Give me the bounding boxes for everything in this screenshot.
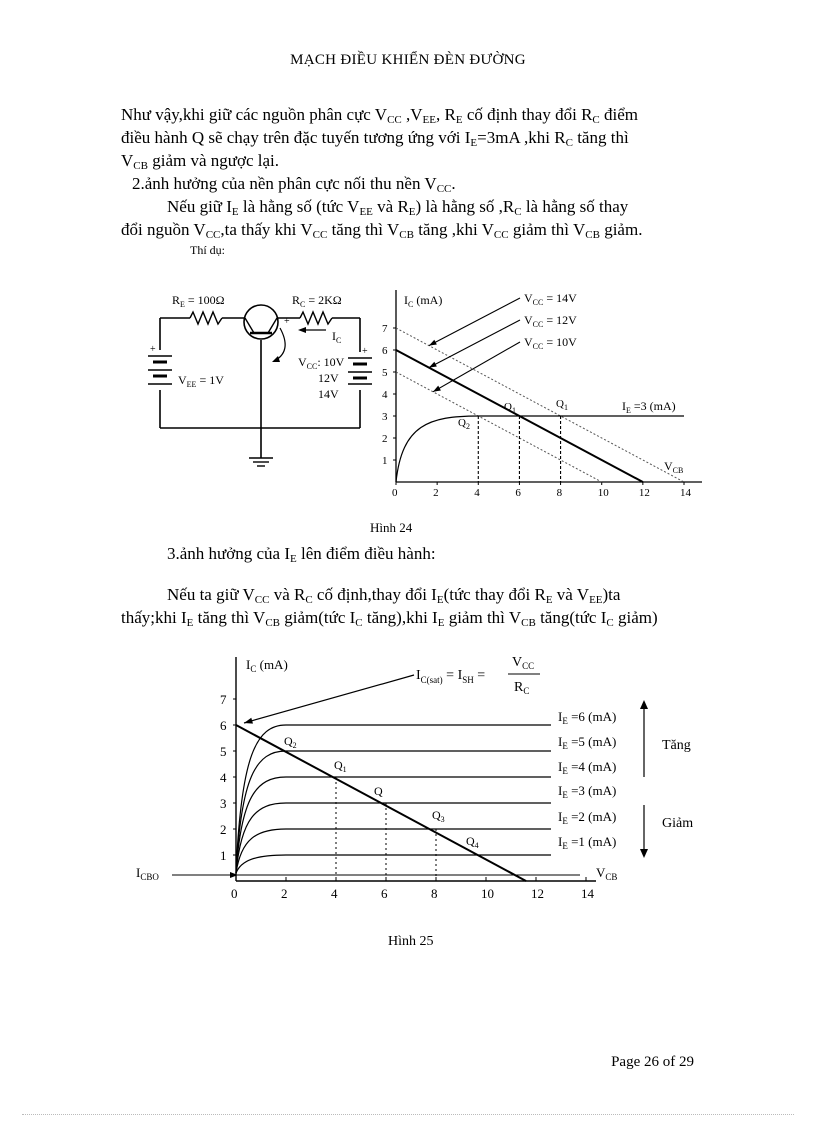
svg-text:VCC: $V_{CC}$ <box>512 655 535 671</box>
chart1-y-tick-label: 3 <box>382 411 388 423</box>
chart2-x-tick-label: 6 <box>381 886 388 901</box>
chart2-q3-label: $Q_3$ <box>432 808 445 824</box>
svg-text:IC(sat) = ISH =: $I_{C(sat)} = I_{SH}$ = <box>416 668 486 685</box>
chart1-y-tick-label: 6 <box>382 345 388 357</box>
caption-hinh-24: Hình 24 <box>370 520 413 535</box>
page-header: MẠCH ĐIỀU KHIỂN ĐÈN ĐƯỜNG <box>290 52 526 68</box>
vcc-label: $V_{CC}$: 10V <box>298 355 345 371</box>
chart1-y-tick-label: 5 <box>382 367 388 379</box>
chart1-q1a-label: $Q_1$ <box>504 401 516 415</box>
re-resistor <box>190 312 222 324</box>
chart2-x-tick-label: 8 <box>431 886 438 901</box>
circuit-diagram <box>140 280 380 480</box>
chart2-ie-curve <box>236 777 551 873</box>
section-3-heading: 3.ảnh hưởng của $I_E$ lên điểm điều hành: <box>167 544 436 565</box>
chart1-x-axis-label: $V_{CB}$ <box>664 459 684 475</box>
chart1-legend-vcc12: $V_{CC} = 12V$ <box>524 313 577 329</box>
chart2-q-label: Q <box>374 784 383 798</box>
chart1-arrowhead <box>429 362 437 368</box>
chart2-y-tick-label: 7 <box>220 692 227 707</box>
rc-label: $R_C = 2K\Omega$ <box>292 293 342 309</box>
chart2-ie6-label: $I_E =6$ (mA) <box>558 709 617 726</box>
chart1-y-tick-label: 7 <box>382 323 388 335</box>
chart1-arrowhead <box>433 386 441 392</box>
chart2-ie2-label: $I_E =2$ (mA) <box>558 809 617 826</box>
chart2-y-tick-label: 2 <box>220 822 227 837</box>
chart1-x-tick-label: 14 <box>680 487 691 499</box>
chart1-q2-label: $Q_2$ <box>458 417 470 431</box>
chart1-load-line <box>396 372 602 482</box>
re-label: $R_E = 100\Omega$ <box>172 293 225 309</box>
chart2-ie5-label: $I_E =5$ (mA) <box>558 734 617 751</box>
chart1-x-tick-label: 8 <box>556 487 563 499</box>
chart2-increase-indicator <box>640 700 691 777</box>
chart1-q1b-label: $Q_1$ <box>556 398 568 412</box>
chart-hinh-24 <box>360 280 710 500</box>
chart2-ie-curve <box>236 829 551 873</box>
chart1-y-tick-label: 2 <box>382 433 388 445</box>
vcc-value-14: 14V <box>318 387 339 401</box>
chart1-x-tick-label: 0 <box>392 487 398 499</box>
chart2-y-tick-label: 6 <box>220 718 227 733</box>
svg-text:+: + <box>284 316 290 327</box>
chart1-arrowhead <box>429 340 437 346</box>
chart2-x-tick-label: 2 <box>281 886 288 901</box>
chart2-x-tick-label: 12 <box>531 886 544 901</box>
chart2-formula-arrowhead <box>244 718 253 724</box>
chart1-x-tick-label: 6 <box>515 487 521 499</box>
chart1-x-tick-label: 10 <box>597 487 609 499</box>
chart1-x-tick-label: 2 <box>433 487 439 499</box>
chart2-y-tick-label: 4 <box>220 770 227 785</box>
section-2-heading: 2.ảnh hưởng của nền phân cực nối thu nền $V_{CC}$. <box>132 174 456 195</box>
vcc-value-12: 12V <box>318 371 339 385</box>
chart1-x-tick-label: 4 <box>474 487 480 499</box>
chart2-x-axis-label: $V_{CB}$ <box>596 865 618 882</box>
paragraph-2-line-1: Nếu giữ $I_E$ là hằng số (tức $V_{EE}$ và $R_E$) là hằng số $,R_C$ là hằng số thay <box>167 197 629 218</box>
chart1-legend-arrow <box>433 342 520 392</box>
chart2-q2-label: $Q_2$ <box>284 734 297 750</box>
chart2-formula-arrow <box>244 675 414 723</box>
chart1-legend-arrow <box>429 298 520 346</box>
chart1-x-tick-label: 12 <box>638 487 650 499</box>
paragraph-3-line-2: thấy;khi $I_E$ tăng thì $V_{CB}$ giảm(tức $I_C$ tăng),khi $I_E$ giảm thì $V_{CB}$ tăng(tức $I_C$ giảm) <box>121 608 658 629</box>
chart2-ie-curve <box>236 803 551 873</box>
page-number: Page 26 of 29 <box>611 1054 694 1070</box>
chart2-ie3-label: $I_E =3$ (mA) <box>558 783 617 800</box>
chart2-decrease-indicator <box>640 805 693 858</box>
chart2-ie-curve <box>236 855 551 873</box>
chart1-y-tick-label: 4 <box>382 389 388 401</box>
chart2-y-tick-label: 3 <box>220 796 227 811</box>
chart1-y-axis-label: $I_C$ (mA) <box>404 293 443 309</box>
vee-label: $V_{EE} = 1V$ <box>178 373 224 389</box>
chart2-x-tick-label: 14 <box>581 886 594 901</box>
chart2-y-axis-label: $I_C$ (mA) <box>246 657 288 674</box>
chart2-y-tick-label: 5 <box>220 744 227 759</box>
paragraph-1-line-2: điều hành Q sẽ chạy trên đặc tuyến tương ứng với $I_E=3mA$ ,khi $R_C$ tăng thì <box>121 128 629 149</box>
paragraph-1-line-3: $V_{CB}$ giảm và ngược lại. <box>121 151 279 172</box>
rc-resistor <box>300 312 332 324</box>
chart2-ie4-label: $I_E =4$ (mA) <box>558 759 617 776</box>
chart-hinh-25 <box>130 645 720 910</box>
chart1-legend-vcc10: $V_{CC} = 10V$ <box>524 335 577 351</box>
paragraph-2-line-2: đổi nguồn $V_{CC},ta$ thấy khi $V_{CC}$ tăng thì $V_{CB}$ tăng ,khi $V_{CC}$ giảm thì $V_{CB}$ giảm. <box>121 220 643 241</box>
svg-text:+: + <box>150 344 156 355</box>
example-label: Thí dụ: <box>190 243 225 257</box>
svg-text:+: + <box>362 346 368 357</box>
chart1-legend-vcc14: $V_{CC} = 14V$ <box>524 291 577 307</box>
chart2-icbo-label: $I_{CBO}$ <box>136 865 159 882</box>
ground-icon <box>249 458 273 466</box>
paragraph-1-line-1: Như vậy,khi giữ các nguồn phân cực $V_{CC}$ $,V_{EE}$, $R_E$ cố định thay đổi $R_C$ điểm <box>121 105 639 126</box>
chart2-formula <box>416 655 540 696</box>
vee-battery <box>148 356 172 384</box>
chart2-x-tick-label: 0 <box>231 886 238 901</box>
svg-text:Tăng: Tăng <box>662 738 691 753</box>
chart2-q4-label: $Q_4$ <box>466 834 479 850</box>
chart2-q1-label: $Q_1$ <box>334 758 347 774</box>
chart1-ie-label: $I_E =3$ (mA) <box>622 399 676 415</box>
chart2-y-tick-label: 1 <box>220 848 227 863</box>
chart2-ie1-label: $I_E =1$ (mA) <box>558 834 617 851</box>
svg-text:RC: $R_C$ <box>514 680 530 696</box>
svg-text:Giảm: Giảm <box>662 816 694 831</box>
caption-hinh-25: Hình 25 <box>388 934 434 949</box>
chart2-x-tick-label: 10 <box>481 886 494 901</box>
chart2-x-tick-label: 4 <box>331 886 338 901</box>
chart1-legend-arrow <box>429 320 520 368</box>
ic-label: $I_C$ <box>332 329 342 345</box>
paragraph-3-line-1: Nếu ta giữ $V_{CC}$ và $R_C$ cố định,thay đổi $I_E(tức$ thay đổi $R_E$ và $V_{EE})ta$ <box>167 585 621 606</box>
page-border <box>22 1114 794 1115</box>
chart1-y-tick-label: 1 <box>382 455 388 467</box>
